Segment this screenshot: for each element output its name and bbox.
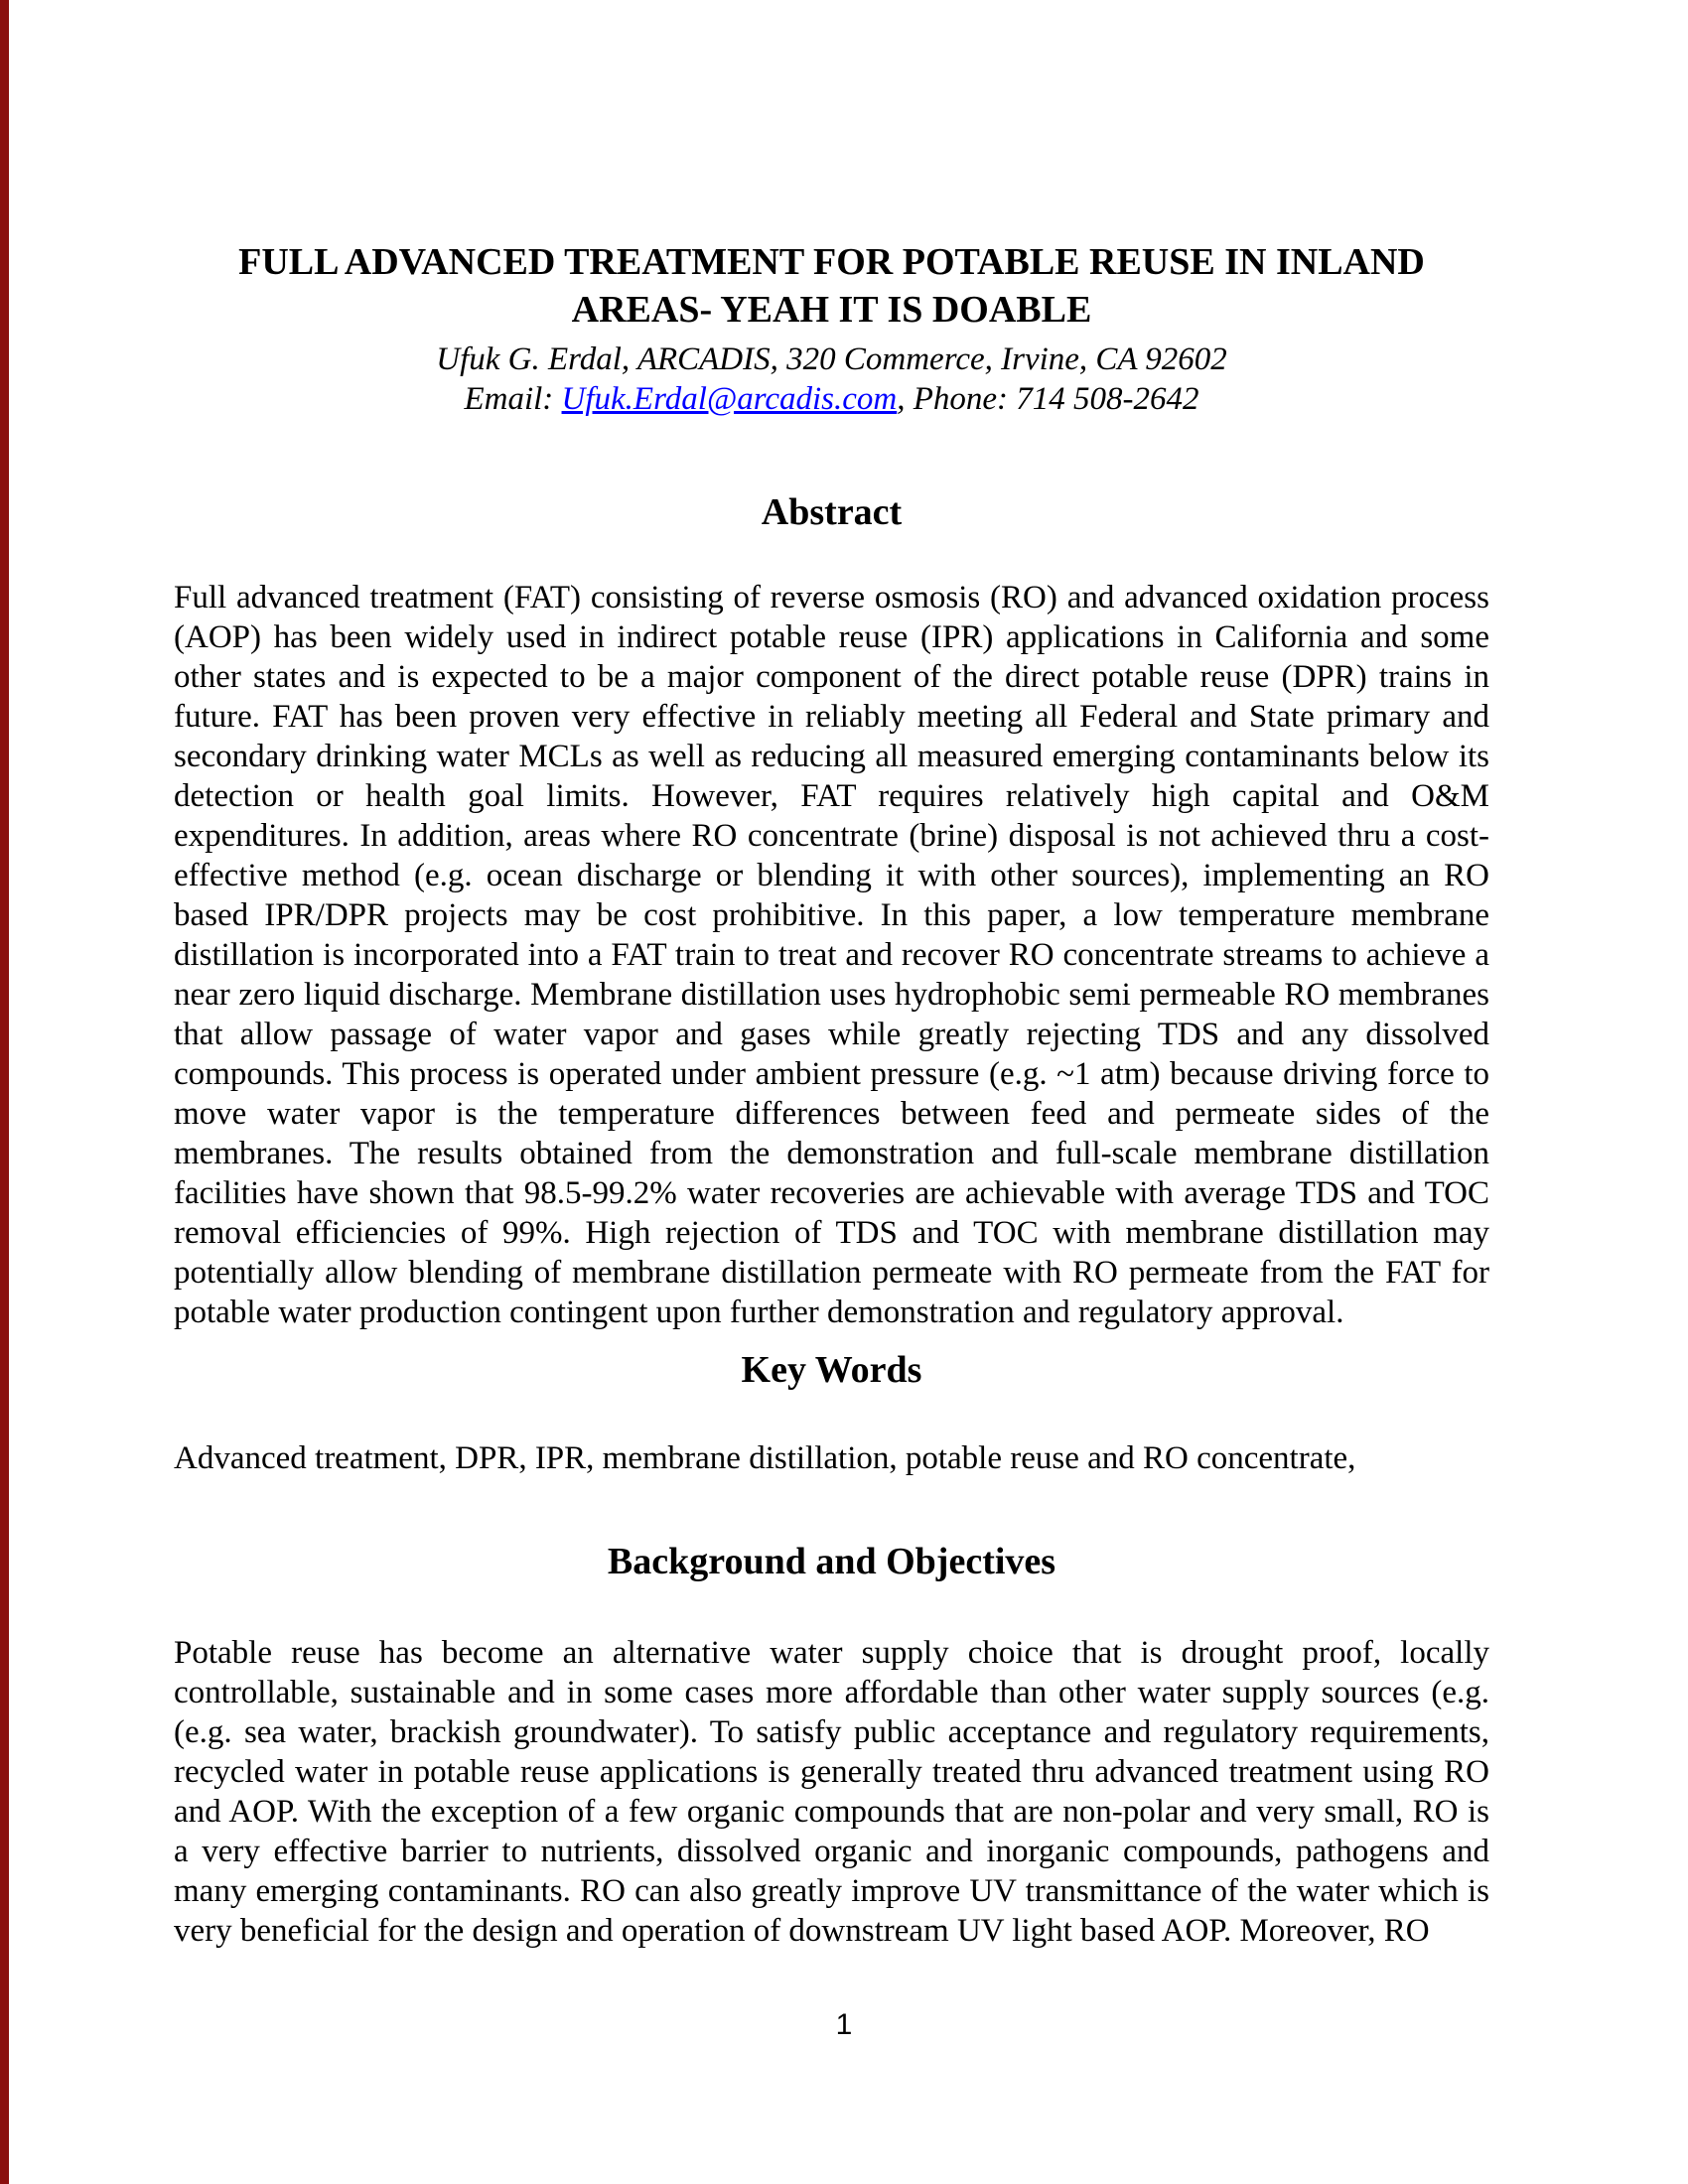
email-label: Email: <box>464 381 562 417</box>
contact-line <box>174 379 1489 419</box>
paper-title-line-2: AREAS- YEAH IT IS DOABLE <box>571 289 1092 331</box>
paper-header <box>174 238 1489 419</box>
paper-title-line-1: FULL ADVANCED TREATMENT FOR POTABLE REUSE IN INLAND <box>238 241 1425 283</box>
keywords-heading: Key Words <box>741 1349 922 1391</box>
author-affiliation-line: Ufuk G. Erdal, ARCADIS, 320 Commerce, Irvine, CA 92602 <box>436 341 1227 377</box>
keywords-text: Advanced treatment, DPR, IPR, membrane distillation, potable reuse and RO concentrate, <box>174 1440 1356 1476</box>
paper-title <box>174 238 1489 334</box>
abstract-heading: Abstract <box>761 491 903 533</box>
background-paragraph: Potable reuse has become an alternative water supply choice that is drought proof, locally controllable, sustainable and in some cases more affordable than other water supply sources (e.g. (e.g. sea water, brackish groundwater). To satisfy public acceptance and regulatory requirements, recycled water in potable reuse applications is generally treated thru advanced treatment using RO and AOP. With the exception of a few organic compounds that are non-polar and very small, RO is a very effective barrier to nutrients, dissolved organic and inorganic compounds, pathogens and many emerging contaminants. RO can also greatly improve UV transmittance of the water which is very beneficial for the design and operation of downstream UV light based AOP. Moreover, RO <box>174 1635 1489 1949</box>
abstract-paragraph: Full advanced treatment (FAT) consisting of reverse osmosis (RO) and advanced oxidation process (AOP) has been widely used in indirect potable reuse (IPR) applications in California and some other states and is expected to be a major component of the direct potable reuse (DPR) trains in future. FAT has been proven very effective in reliably meeting all Federal and State primary and secondary drinking water MCLs as well as reducing all measured emerging contaminants below its detection or health goal limits. However, FAT requires relatively high capital and O&M expenditures. In addition, areas where RO concentrate (brine) disposal is not achieved thru a cost-effective method (e.g. ocean discharge or blending it with other sources), implementing an RO based IPR/DPR projects may be cost prohibitive. In this paper, a low temperature membrane distillation is incorporated into a FAT train to treat and recover RO concentrate streams to achieve a near zero liquid discharge. Membrane distillation uses hydrophobic semi permeable RO membranes that allow passage of water vapor and gases while greatly rejecting TDS and any dissolved compounds. This process is operated under ambient pressure (e.g. ~1 atm) because driving force to move water vapor is the temperature differences between feed and permeate sides of the membranes. The results obtained from the demonstration and full-scale membrane distillation facilities have shown that 98.5-99.2% water recoveries are achievable with average TDS and TOC removal efficiencies of 99%. High rejection of TDS and TOC with membrane distillation may potentially allow blending of membrane distillation permeate with RO permeate from the FAT for potable water production contingent upon further demonstration and regulatory approval. <box>174 580 1489 1330</box>
email-link[interactable]: Ufuk.Erdal@arcadis.com <box>561 381 898 417</box>
page-number: 1 <box>835 2008 853 2041</box>
phone-text: , Phone: 714 508-2642 <box>897 381 1199 417</box>
background-heading: Background and Objectives <box>607 1541 1056 1582</box>
